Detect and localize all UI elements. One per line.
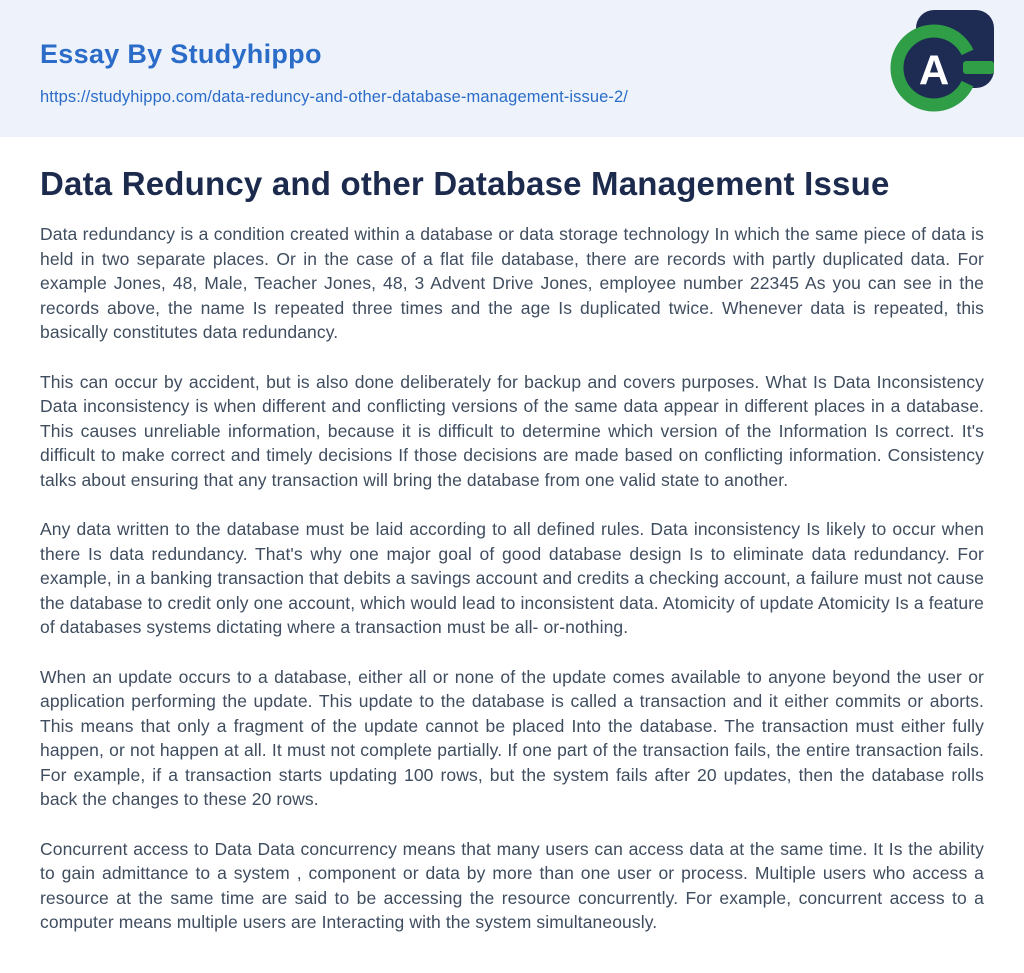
logo-letter: A [918, 46, 950, 94]
logo-tail [963, 61, 994, 74]
paragraph-2: This can occur by accident, but is also done deliberately for backup and covers purposes. What Is Data Inconsistency Data inconsistency is when different and conflicting versions of the same data appear in different places in a database. This causes unreliable information, because it is difficult to determine which version of the Information Is correct. It's difficult to make correct and timely decisions If those decisions are made based on conflicting information. Consistency talks about ensuring that any transaction will bring the database from one valid state to another. [40, 371, 984, 490]
studyhippo-logo [878, 8, 996, 116]
paragraph-5: Concurrent access to Data Data concurrency means that many users can access data at the same time. It Is the ability to gain admittance to a system , component or data by more than one user or process. Multiple users who access a resource at the same time are said to be accessing the resource concurrently. For example, concurrent access to a computer means multiple users are Interacting with the system simultaneously. [40, 838, 984, 933]
paragraph-1: Data redundancy is a condition created within a database or data storage technology In which the same piece of data is held in two separate places. Or in the case of a flat file database, there are records with partly duplicated data. For example Jones, 48, Male, Teacher Jones, 48, 3 Advent Drive Jones, employee number 22345 As you can see in the records above, the name Is repeated three times and the age Is duplicated twice. Whenever data is repeated, this basically constitutes data redundancy. [40, 224, 984, 343]
paragraph-3: Any data written to the database must be laid according to all defined rules. Data inconsistency Is likely to occur when there Is data redundancy. That's why one major goal of good database design Is to eliminate data redundancy. For example, in a banking transaction that debits a savings account and credits a checking account, a failure must not cause the database to credit only one account, which would lead to inconsistent data. Atomicity of update Atomicity Is a feature of databases systems dictating where a transaction must be all- or-nothing. [40, 519, 984, 638]
article-url-link[interactable]: https://studyhippo.com/data-reduncy-and-other-database-management-issue-2/ [40, 87, 628, 106]
article-body [40, 222, 984, 935]
paragraph-4: When an update occurs to a database, either all or none of the update comes available to anyone beyond the user or application performing the update. This update to the database is called a transaction and it either commits or aborts. This means that only a fragment of the update cannot be placed Into the database. The transaction must either fully happen, or not happen at all. It must not complete partially. If one part of the transaction fails, the entire transaction fails. For example, if a transaction starts updating 100 rows, but the system fails after 20 updates, then the database rolls back the changes to these 20 rows. [40, 666, 984, 810]
page-header [0, 0, 1024, 137]
article-page [0, 137, 1024, 935]
site-title: Essay By Studyhippo [40, 39, 322, 69]
studyhippo-logo-icon [878, 8, 996, 116]
page-title: Data Reduncy and other Database Management Issue [40, 164, 890, 202]
